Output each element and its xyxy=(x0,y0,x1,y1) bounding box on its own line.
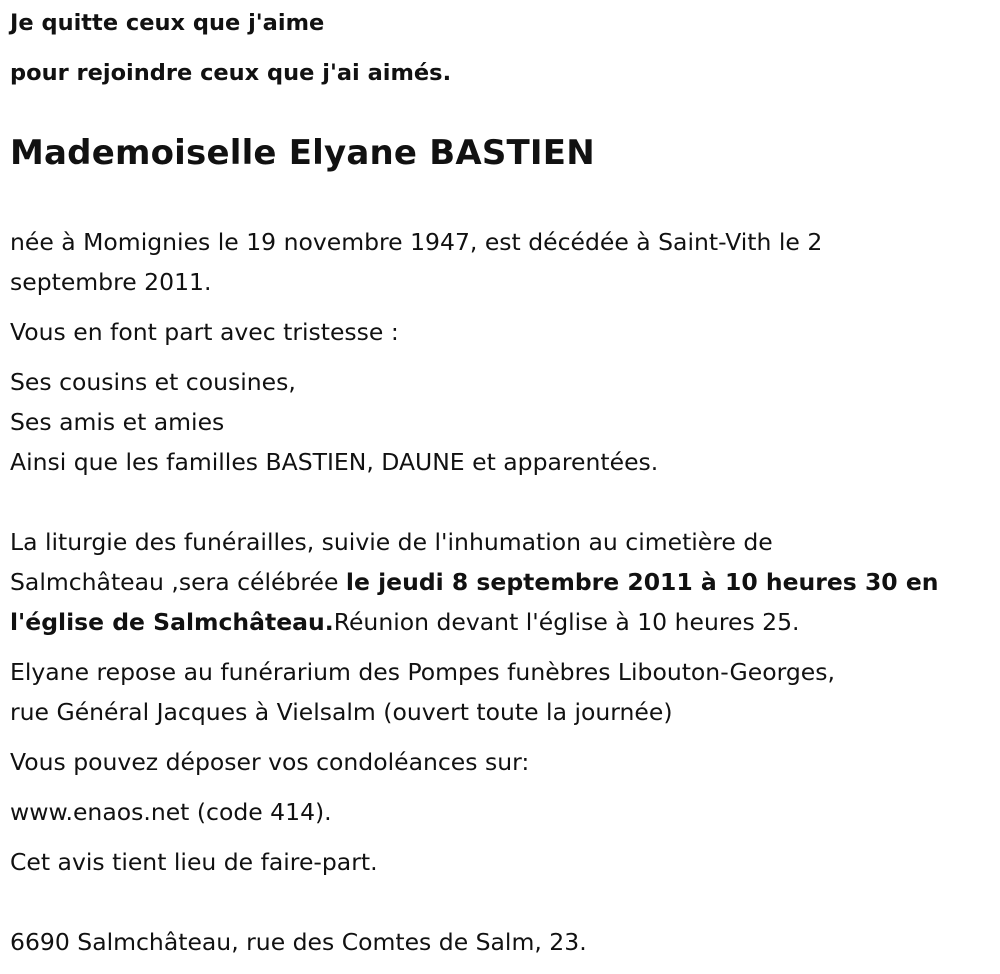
family-line-3: Ainsi que les familles BASTIEN, DAUNE et apparentées. xyxy=(10,448,659,476)
address: 6690 Salmchâteau, rue des Comtes de Salm, 23. xyxy=(10,928,587,956)
family-line-2: Ses amis et amies xyxy=(10,408,225,436)
ceremony-line-2 xyxy=(10,562,939,602)
ceremony-line-3 xyxy=(10,602,800,642)
ceremony-line-1: La liturgie des funérailles, suivie de l'inhumation au cimetière de xyxy=(10,528,773,556)
repose-line-2: rue Général Jacques à Vielsalm (ouvert toute la journée) xyxy=(10,698,673,726)
ceremony-date: le jeudi 8 septembre 2011 à 10 heures 30 en xyxy=(345,568,939,596)
condolences-line-1: Vous pouvez déposer vos condoléances sur: xyxy=(10,748,530,776)
notice-text: Cet avis tient lieu de faire-part. xyxy=(10,848,378,876)
announcement: Vous en font part avec tristesse : xyxy=(10,318,399,346)
family-line-1: Ses cousins et cousines, xyxy=(10,368,296,396)
condolences-website: www.enaos.net (code 414). xyxy=(10,798,332,826)
ceremony-place: l'église de Salmchâteau. xyxy=(10,608,334,636)
epigraph-line-2: pour rejoindre ceux que j'ai aimés. xyxy=(10,60,452,86)
birth-death-line-2: septembre 2011. xyxy=(10,268,212,296)
deceased-name: Mademoiselle Elyane BASTIEN xyxy=(10,133,595,173)
gathering-info: Réunion devant l'église à 10 heures 25. xyxy=(333,608,800,636)
birth-death-line-1: née à Momignies le 19 novembre 1947, est décédée à Saint-Vith le 2 xyxy=(10,228,823,256)
ceremony-text: Salmchâteau ,sera célébrée xyxy=(10,568,346,596)
repose-line-1: Elyane repose au funérarium des Pompes funèbres Libouton-Georges, xyxy=(10,658,835,686)
epigraph-line-1: Je quitte ceux que j'aime xyxy=(10,10,325,36)
